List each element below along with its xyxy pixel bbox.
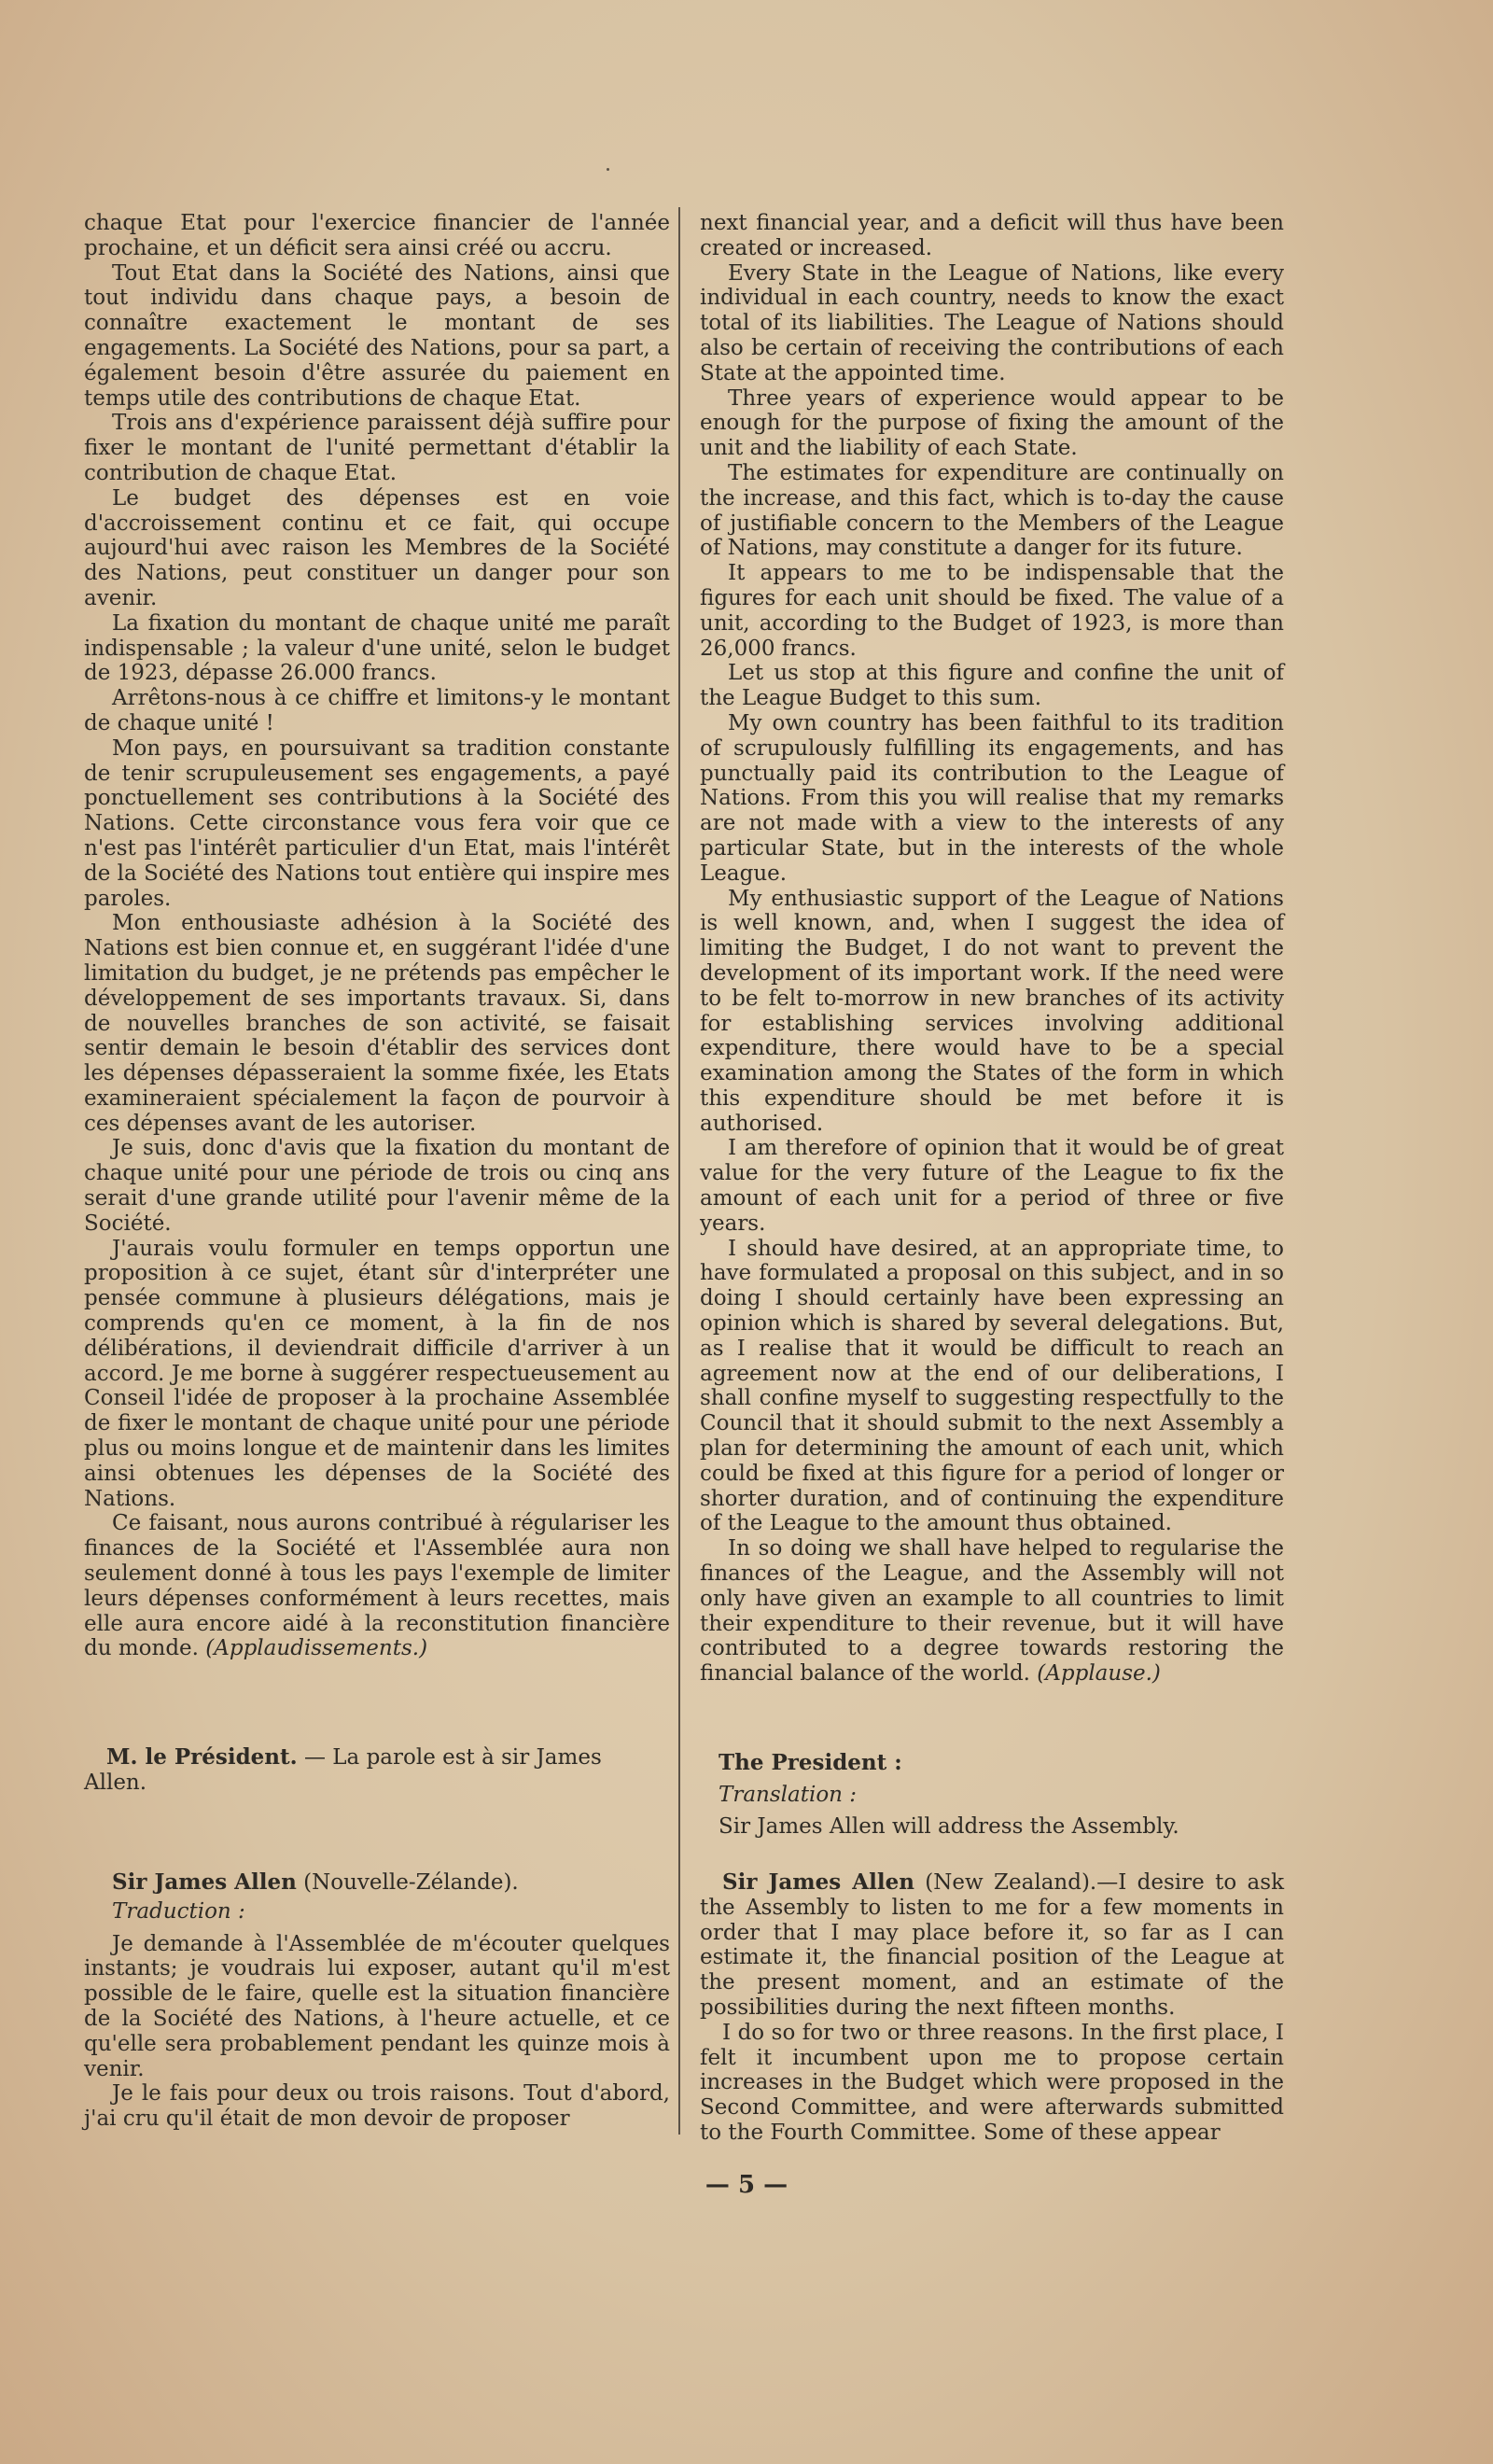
paragraph: next financial year, and a deficit will thus have been created or increased.: [700, 211, 1284, 260]
paragraph-text: Ce faisant, nous aurons contribué à régulariser les finances de la Société et l'Assemblée aura non seulement donné à tous les pays l'exemple de limiter leurs dépenses conformément à leurs recettes, mais elle aura encore aidé à la reconstitution financière du monde.: [84, 1511, 670, 1661]
paragraph: I do so for two or three reasons. In the first place, I felt it incumbent upon me to propose certain increases in the Budget which were proposed in the Second Committee, and were afterwards submitted to the Fourth Committee. Some of these appear: [700, 2020, 1284, 2145]
translation-label: Traduction :: [112, 1898, 245, 1924]
paragraph: Tout Etat dans la Société des Nations, ainsi que tout individu dans chaque pays, a besoin de connaître exactement le montant de ses engagements. La Société des Nations, pour sa part, a également besoin d'être assurée du paiement en temps utile des contributions de chaque Etat.: [84, 260, 670, 411]
right-column-english: [700, 211, 1284, 1687]
paragraph: La fixation du montant de chaque unité me paraît indispensable ; la valeur d'une unité, selon le budget de 1923, dépasse 26.000 francs.: [84, 610, 670, 686]
paragraph: My own country has been faithful to its tradition of scrupulously fulfilling its engagements, and has punctually paid its contribution to the League of Nations. From this you will realise that my remarks are not made with a view to the interests of any particular State, but in the interests of the whole League.: [700, 710, 1284, 886]
paragraph: Trois ans d'expérience paraissent déjà suffire pour fixer le montant de l'unité permettant d'établir la contribution de chaque Etat.: [84, 411, 670, 485]
paragraph: Je suis, donc d'avis que la fixation du montant de chaque unité pour une période de trois ou cinq ans serait d'une grande utilité pour l'avenir même de la Société.: [84, 1136, 670, 1236]
paragraph: Three years of experience would appear to be enough for the purpose of fixing the amount of the unit and the liability of each State.: [700, 385, 1284, 461]
paragraph: J'aurais voulu formuler en temps opportun une proposition à ce sujet, étant sûr d'interpréter une pensée commune à plusieurs délégations, mais je comprends qu'en ce moment, à la fin de nos délibérations, il deviendrait difficile d'arriver à un accord. Je me borne à suggérer respectueusement au Conseil l'idée de proposer à la prochaine Assemblée de fixer le montant de chaque unité pour une période plus ou moins longue et de maintenir dans les limites ainsi obtenues les dépenses de la Société des Nations.: [84, 1236, 670, 1511]
president-english: [719, 1747, 1278, 1842]
paragraph: Arrêtons-nous à ce chiffre et limitons-y le montant de chaque unité !: [84, 686, 670, 735]
ink-speck: [607, 168, 609, 171]
page-number: — 5 —: [705, 2171, 788, 2199]
speech-text: Sir James Allen will address the Assembly.: [719, 1814, 1179, 1839]
translation-label: Translation :: [719, 1783, 858, 1807]
applause-note: (Applaudissements.): [205, 1636, 428, 1661]
paragraph: Je le fais pour deux ou trois raisons. Tout d'abord, j'ai cru qu'il était de mon devoir de proposer: [84, 2081, 670, 2132]
paragraph: It appears to me to be indispensable that the figures for each unit should be fixed. The value of a unit, according to the Budget of 1923, is more than 26,000 francs.: [700, 561, 1284, 661]
paragraph: Mon enthousiaste adhésion à la Société des Nations est bien connue et, en suggérant l'idée d'une limitation du budget, je ne prétends pas empêcher le développement de ses importants travaux. Si, dans de nouvelles branches de son activité, se faisait sentir demain le besoin d'établir des services dont les dépenses dépasseraient la somme fixée, les Etats examineraient spécialement la façon de pourvoir à ces dépenses avant de les autoriser.: [84, 911, 670, 1136]
paragraph: Every State in the League of Nations, like every individual in each country, needs to know the exact total of its liabilities. The League of Nations should also be certain of receiving the contributions of each State at the appointed time.: [700, 260, 1284, 385]
speaker-name: The President :: [719, 1750, 902, 1775]
paragraph: Let us stop at this figure and confine the unit of the League Budget to this sum.: [700, 661, 1284, 711]
applause-note: (Applause.): [1037, 1661, 1161, 1687]
paragraph: Mon pays, en poursuivant sa tradition constante de tenir scrupuleusement ses engagements, a payé ponctuellement ses contributions à la Société des Nations. Cette circonstance vous fera voir que ce n'est pas l'intérêt particulier d'un Etat, mais l'intérêt de la Société des Nations tout entière qui inspire mes paroles.: [84, 735, 670, 911]
paragraph: I am therefore of opinion that it would be of great value for the very future of the League to fix the amount of each unit for a period of three or five years.: [700, 1136, 1284, 1236]
paragraph: My enthusiastic support of the League of Nations is well known, and, when I suggest the idea of limiting the Budget, I do not want to prevent the development of its important work. If the need were to be felt to-morrow in new branches of its activity for establishing services involving additional expenditure, there would have to be a special examination among the States of the form in which this expenditure should be met before it is authorised.: [700, 886, 1284, 1136]
paragraph: Le budget des dépenses est en voie d'accroissement continu et ce fait, qui occupe aujourd'hui avec raison les Membres de la Société des Nations, peut constituer un danger pour son avenir.: [84, 485, 670, 610]
speaker-name: Sir James Allen: [722, 1869, 914, 1895]
paragraph: The estimates for expenditure are continually on the increase, and this fact, which is to-day the cause of justifiable concern to the Members of the League of Nations, may constitute a danger for its future.: [700, 460, 1284, 561]
speaker-country: (New Zealand).: [925, 1870, 1097, 1895]
president-french: [84, 1745, 670, 1796]
paragraph: [700, 1870, 1284, 2021]
speech-text: — La parole est à sir James Allen.: [84, 1745, 602, 1795]
paragraph: [700, 1536, 1284, 1687]
allen-english: [700, 1870, 1284, 2146]
paragraph: I should have desired, at an appropriate time, to have formulated a proposal on this subject, and in so doing I should certainly have been expressing an opinion which is shared by several delegations. But, as I realise that it would be difficult to reach an agreement now at the end of our deliberations, I shall confine myself to suggesting respectfully to the Council that it should submit to the next Assembly a plan for determining the amount of each unit, which could be fixed at this figure for a period of longer or shorter duration, and of continuing the expenditure of the League to the amount thus obtained.: [700, 1236, 1284, 1536]
left-column-french: [84, 211, 670, 1661]
speaker-name: Sir James Allen: [112, 1869, 297, 1895]
speaker-line: [84, 1870, 670, 1896]
paragraph: Je demande à l'Assemblée de m'écouter quelques instants; je voudrais lui exposer, autant qu'il m'est possible de le faire, quelle est la situation financière de la Société des Nations, à l'heure actuelle, et ce qu'elle sera probablement pendant les quinze mois à venir.: [84, 1931, 670, 2081]
speaker-name: M. le Président.: [106, 1744, 298, 1770]
paragraph-text: In so doing we shall have helped to regularise the finances of the League, and the Assembly will not only have given an example to all countries to limit their expenditure to their revenue, but it will have contributed to a degree towards restoring the financial balance of the world.: [700, 1536, 1284, 1687]
speech-text: —I desire to ask the Assembly to listen to me for a few moments in order that I may place before it, so far as I can estimate it, the financial position of the League at the present moment, and an estimate of the possibilities during the next fifteen months.: [700, 1870, 1285, 2020]
allen-french: [84, 1870, 670, 2132]
paragraph: chaque Etat pour l'exercice financier de l'année prochaine, et un déficit sera ainsi créé ou accru.: [84, 211, 670, 260]
paragraph: [84, 1511, 670, 1661]
column-divider: [678, 207, 680, 2135]
speaker-country: (Nouvelle-Zélande).: [303, 1870, 519, 1895]
